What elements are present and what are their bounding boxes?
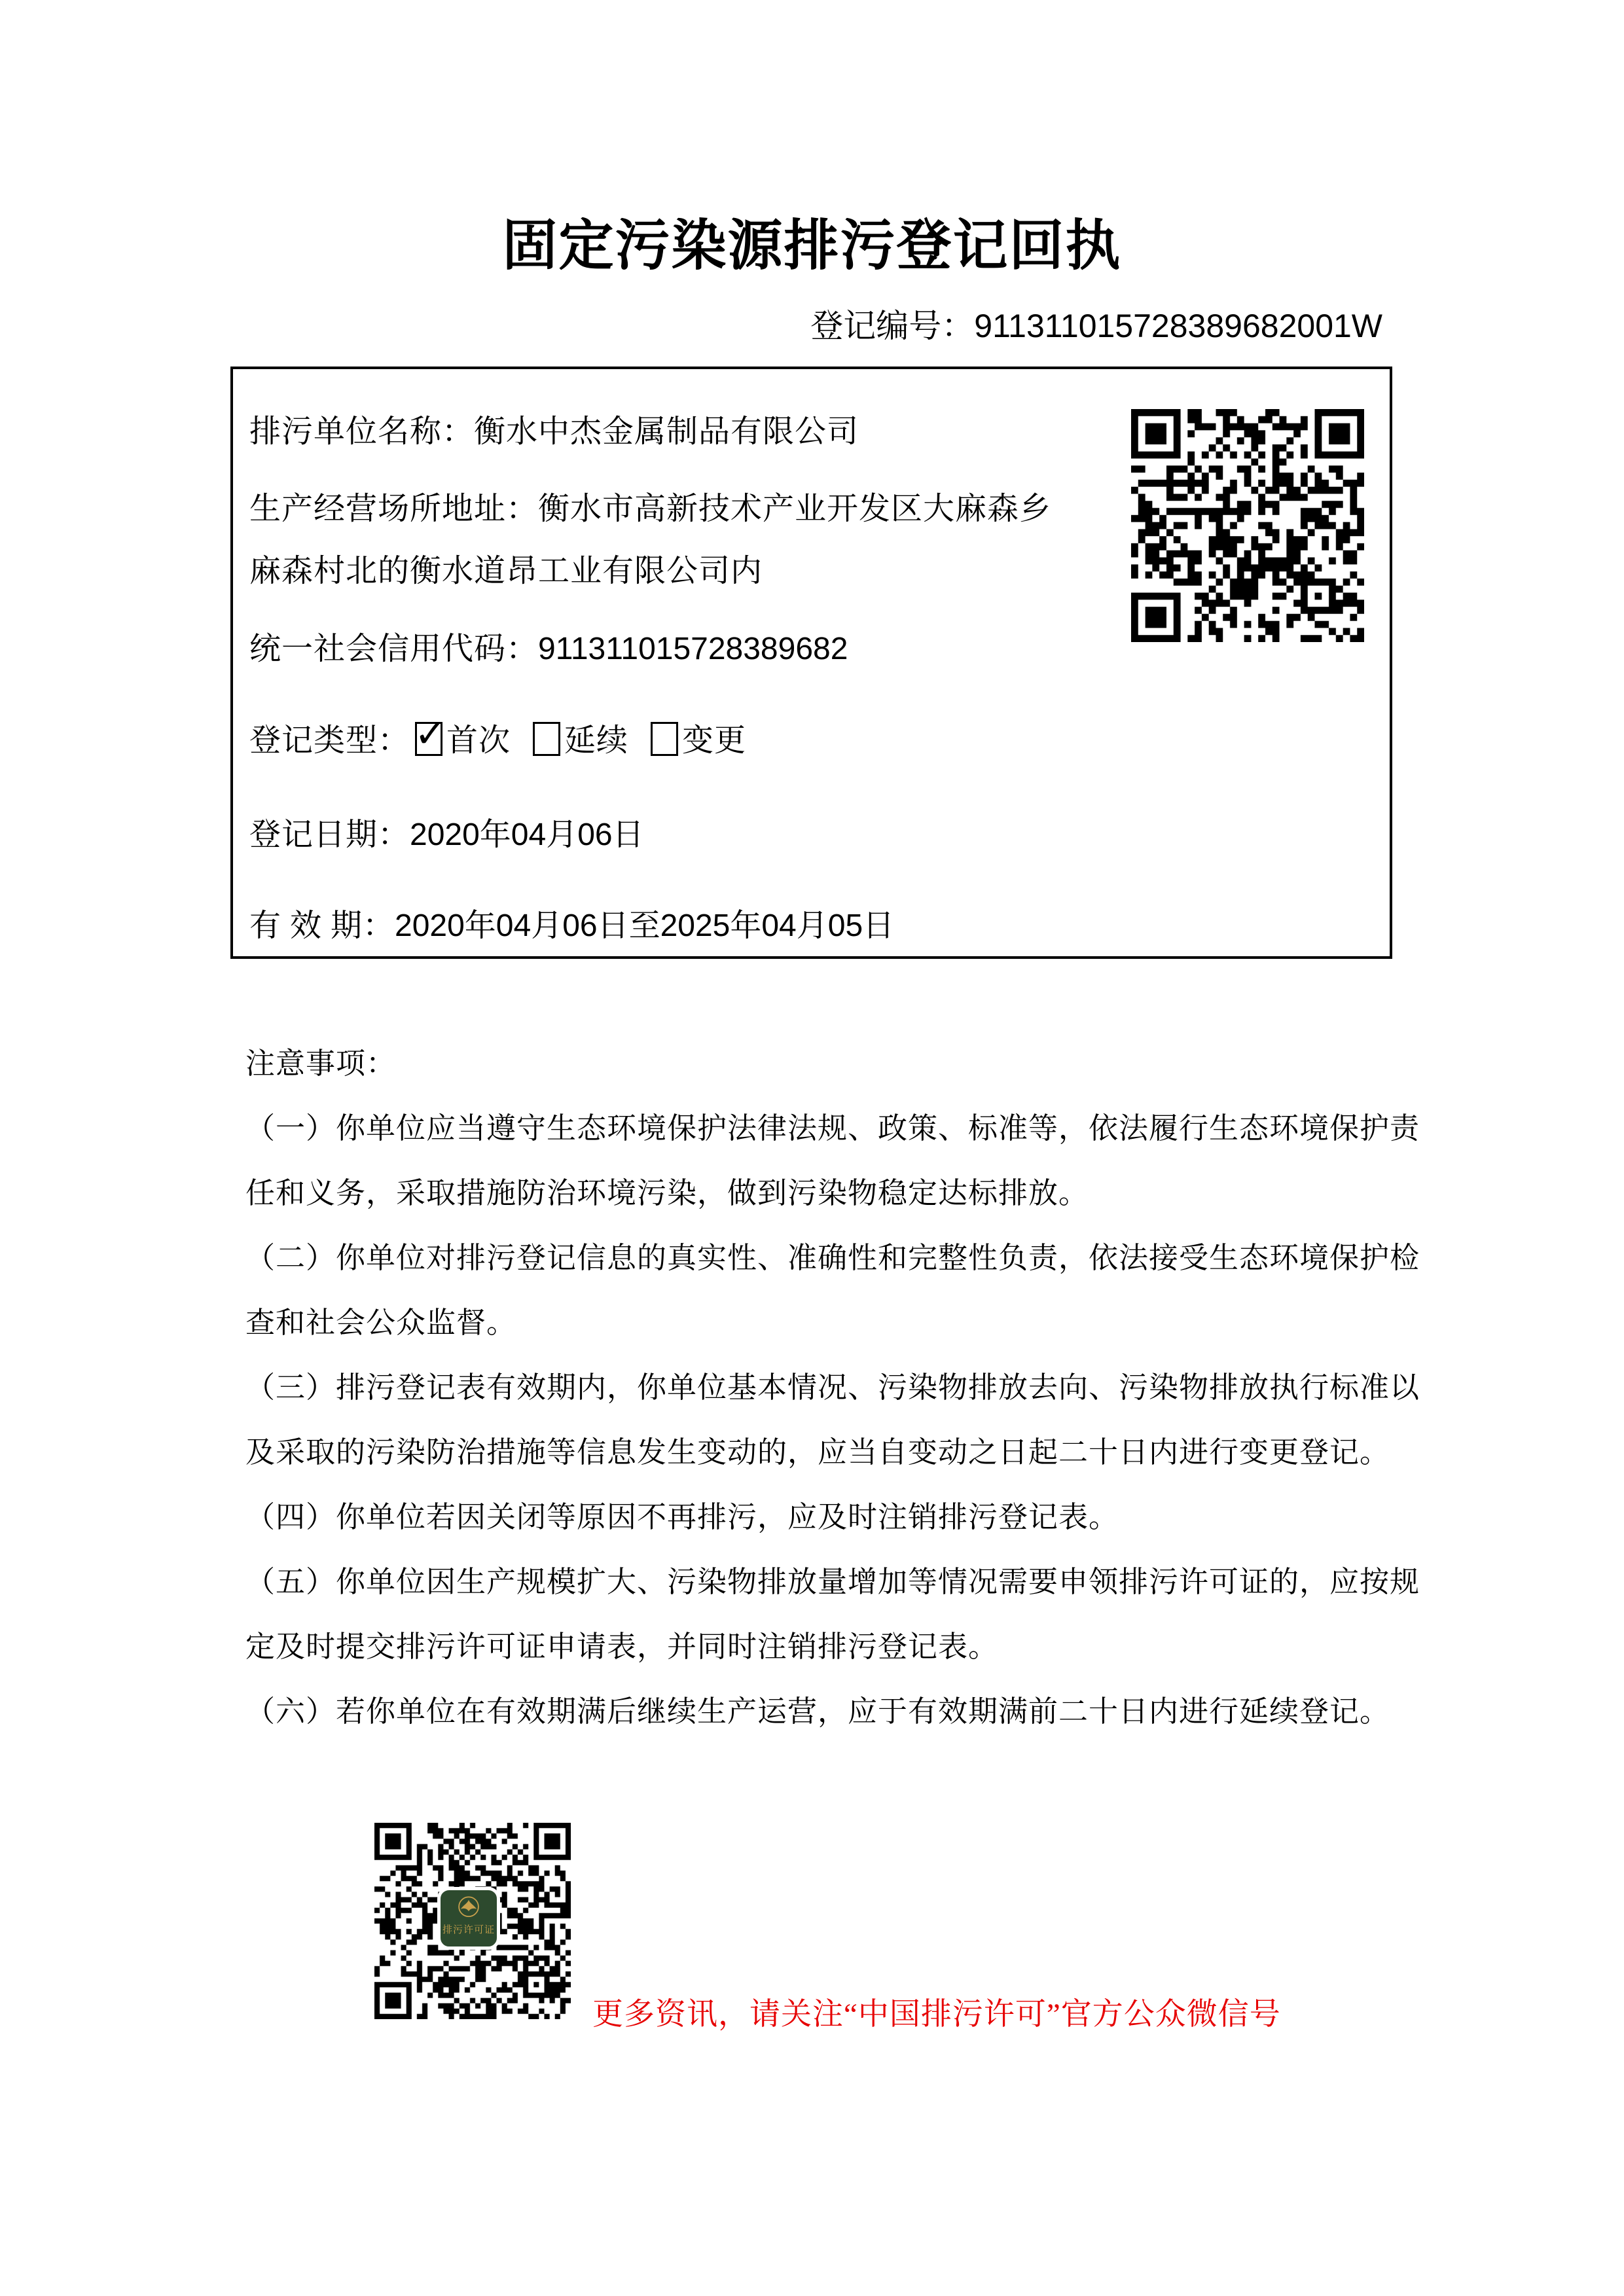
registration-date-row [249, 809, 644, 854]
unit-name-value: 衡水中杰金属制品有限公司 [474, 414, 859, 449]
address-label: 生产经营场所地址： [249, 492, 539, 526]
note-line: （五）你单位因生产规模扩大、污染物排放量增加等情况需要申领排污许可证的，应按规 [245, 1566, 1420, 1598]
note-line: 及采取的污染防治措施等信息发生变动的，应当自变动之日起二十日内进行变更登记。 [245, 1436, 1390, 1469]
note-line: （二）你单位对排污登记信息的真实性、准确性和完整性负责，依法接受生态环境保护检 [245, 1242, 1420, 1274]
page-title: 固定污染源排污登记回执 [502, 216, 1122, 277]
valid-period-label: 有 效 期： [249, 908, 395, 943]
registration-number-line [810, 300, 1382, 347]
valid-period-row [249, 900, 894, 945]
note-line: 任和义务，采取措施防治环境污染，做到污染物稳定达标排放。 [245, 1177, 1089, 1210]
credit-code-label: 统一社会信用代码： [249, 632, 539, 666]
address-value-line1: 衡水市高新技术产业开发区大麻森乡 [538, 492, 1052, 526]
notes-heading: 注意事项： [245, 1047, 397, 1080]
unit-name-label: 排污单位名称： [249, 414, 475, 449]
qr-logo-label: 排污许可证 [442, 1925, 495, 1935]
note-line: （三）排污登记表有效期内，你单位基本情况、污染物排放去向、污染物排放执行标准以 [245, 1371, 1420, 1404]
credit-code-row [249, 623, 848, 668]
address-row-line1 [249, 483, 1051, 528]
valid-period-value: 2020年04月06日至2025年04月05日 [395, 908, 895, 943]
registration-type-label: 登记类型： [249, 723, 410, 758]
registration-number-label: 登记编号： [810, 308, 975, 344]
reg-type-option-renewal [528, 723, 628, 758]
info-box [230, 367, 1392, 959]
address-row-line2 [249, 545, 763, 590]
note-line: （六）若你单位在有效期满后继续生产运营，应于有效期满前二十日内进行延续登记。 [245, 1695, 1390, 1728]
registration-date-value: 2020年04月06日 [410, 817, 644, 852]
registration-date-label: 登记日期： [249, 817, 410, 852]
unit-name-row [249, 406, 859, 451]
reg-type-option-change-label: 变更 [682, 723, 747, 758]
reg-type-option-change [645, 723, 746, 758]
note-line: 定及时提交排污许可证申请表，并同时注销排污登记表。 [245, 1630, 999, 1663]
wechat-qr-logo [437, 1887, 500, 1950]
registration-qr-code [1131, 409, 1364, 642]
checkbox-unchecked-icon [533, 722, 560, 756]
notes-section [245, 1031, 1420, 1744]
address-value-line2: 麻森村北的衡水道昂工业有限公司内 [249, 554, 763, 588]
reg-type-option-first-label: 首次 [446, 723, 511, 758]
registration-number-value: 911311015728389682001W [974, 308, 1382, 344]
note-line: 查和社会公众监督。 [245, 1306, 517, 1339]
registration-type-row [249, 711, 763, 760]
check-mark-icon: ✓ [414, 711, 447, 756]
note-line: （四）你单位若因关闭等原因不再排污，应及时注销排污登记表。 [245, 1501, 1119, 1534]
reg-type-option-first [410, 711, 511, 758]
credit-code-value: 911311015728389682 [538, 632, 848, 666]
checkbox-unchecked-icon [651, 722, 678, 756]
checkbox-checked-icon [414, 711, 447, 756]
note-line: （一）你单位应当遵守生态环境保护法律法规、政策、标准等，依法履行生态环境保护责 [245, 1112, 1420, 1145]
emblem-icon [455, 1894, 482, 1922]
reg-type-option-renewal-label: 延续 [564, 723, 629, 758]
wechat-tip-text: 更多资讯，请关注“中国排污许可”官方公众微信号 [592, 1998, 1281, 2032]
